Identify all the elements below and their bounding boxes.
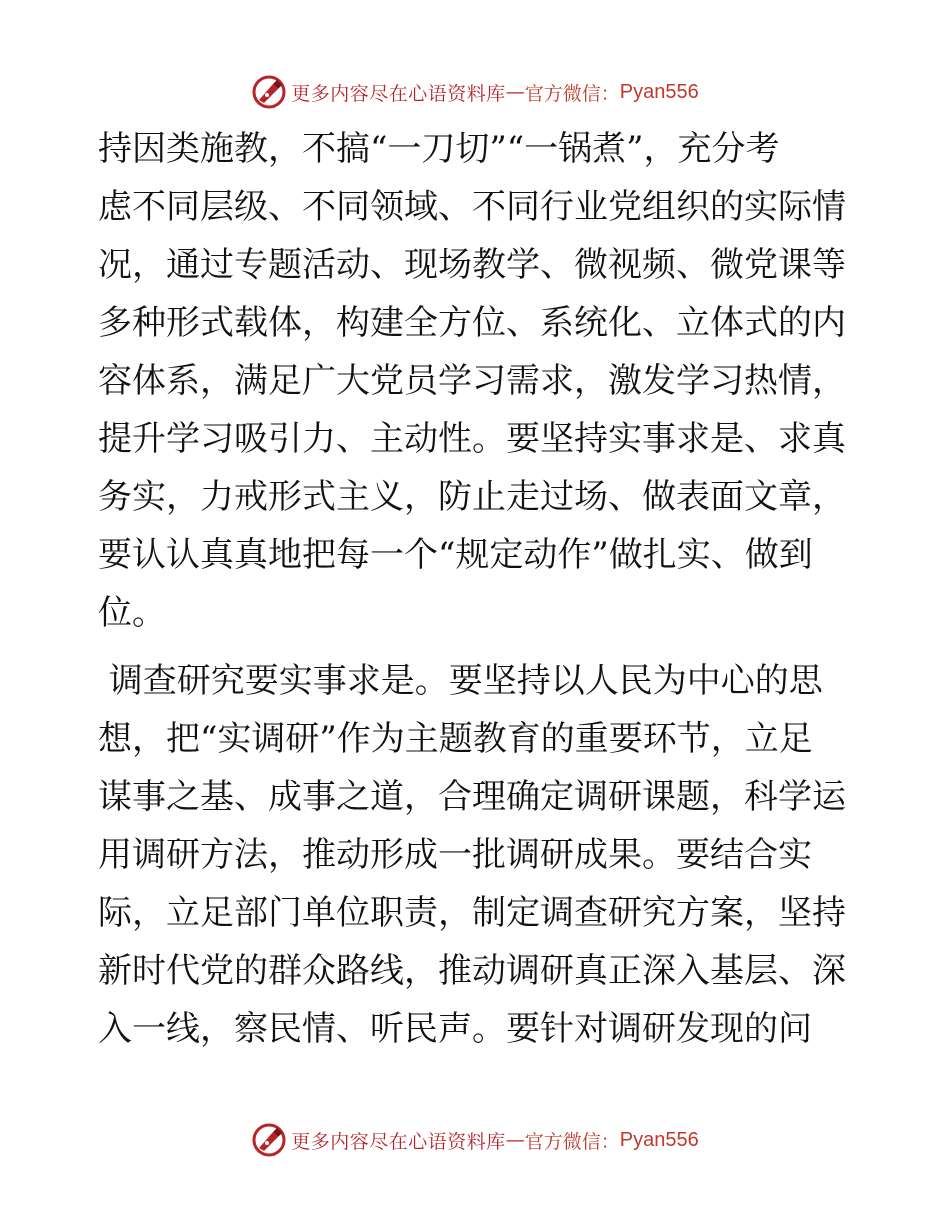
text-line: 要认认真真地把每一个“规定动作”做扎实、做到 <box>98 535 813 575</box>
footer-banner-id: Pyan556 <box>619 1128 699 1151</box>
header-banner-text: 更多内容尽在心语资料库 <box>291 82 506 105</box>
header-banner-inner <box>251 74 699 110</box>
pen-nib-logo-icon <box>251 1122 287 1158</box>
footer-banner-label: 官方微信： <box>524 1130 620 1153</box>
header-banner-id: Pyan556 <box>619 80 699 103</box>
text-line: 务实，力戒形式主义，防止走过场、做表面文章， <box>98 477 846 517</box>
paragraph-gap <box>98 642 858 652</box>
header-banner <box>0 72 950 112</box>
text-line: 多种形式载体，构建全方位、系统化、立体式的内 <box>98 303 846 343</box>
header-banner-separator: — <box>505 81 525 103</box>
footer-banner <box>0 1120 950 1160</box>
pen-nib-logo-icon <box>251 74 287 110</box>
text-line: 况，通过专题活动、现场教学、微视频、微党课等 <box>98 245 846 285</box>
paragraph-1 <box>98 120 858 642</box>
paragraph-2 <box>98 652 858 1058</box>
text-line: 位。 <box>98 593 166 633</box>
text-line: 想，把“实调研”作为主题教育的重要环节，立足 <box>98 719 813 759</box>
document-body <box>98 120 858 1058</box>
text-line: 虑不同层级、不同领域、不同行业党组织的实际情 <box>98 187 846 227</box>
text-line: 谋事之基、成事之道，合理确定调研课题，科学运 <box>98 777 846 817</box>
text-line: 际，立足部门单位职责，制定调查研究方案，坚持 <box>98 893 846 933</box>
text-line: 新时代党的群众路线，推动调研真正深入基层、深 <box>98 951 846 991</box>
text-line: 调查研究要实事求是。要坚持以人民为中心的思 <box>98 661 823 701</box>
header-banner-label: 官方微信： <box>524 82 620 105</box>
text-line: 持因类施教，不搞“一刀切”“一锅煮”，充分考 <box>98 129 780 169</box>
footer-banner-inner <box>251 1122 699 1158</box>
text-line: 入一线，察民情、听民声。要针对调研发现的问 <box>98 1009 812 1049</box>
footer-banner-separator: — <box>505 1129 525 1151</box>
text-line: 用调研方法，推动形成一批调研成果。要结合实 <box>98 835 812 875</box>
text-line: 容体系，满足广大党员学习需求，激发学习热情， <box>98 361 846 401</box>
footer-banner-text: 更多内容尽在心语资料库 <box>291 1130 506 1153</box>
text-line: 提升学习吸引力、主动性。要坚持实事求是、求真 <box>98 419 846 459</box>
